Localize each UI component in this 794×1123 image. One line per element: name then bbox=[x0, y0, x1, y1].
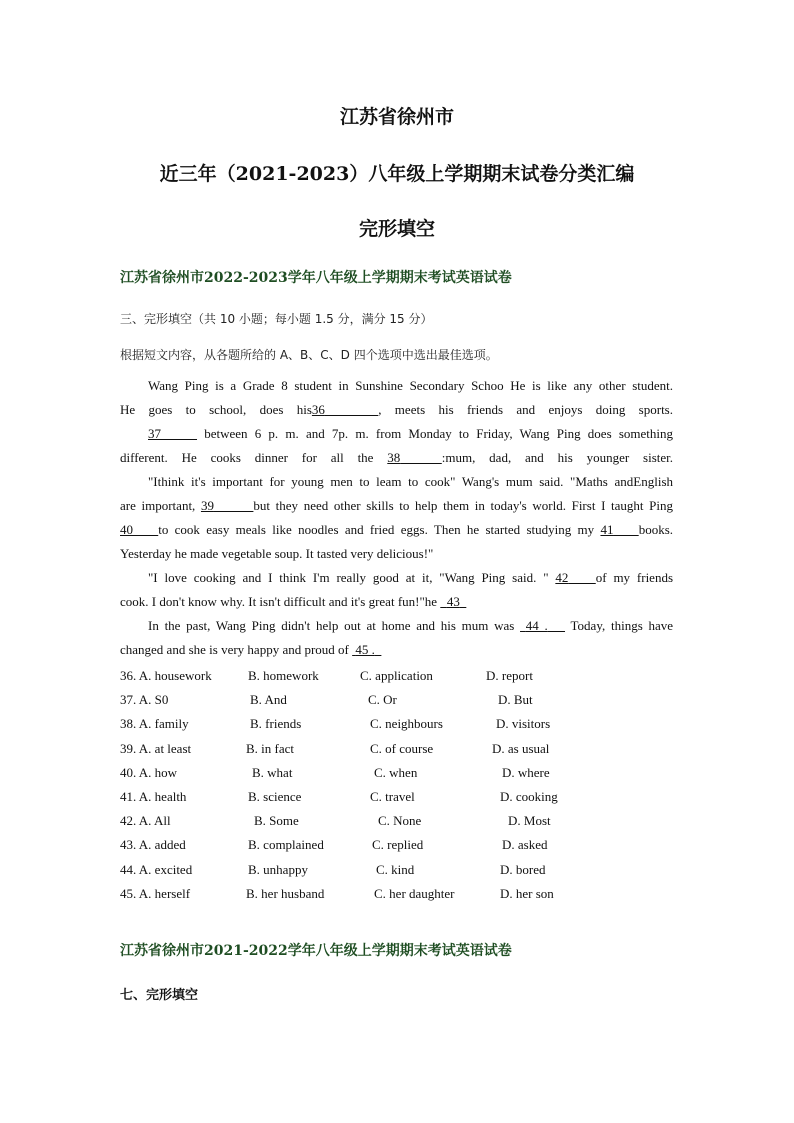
option-d: D. But bbox=[498, 692, 533, 708]
blank-43: 43 bbox=[446, 594, 460, 609]
option-d: D. visitors bbox=[496, 716, 551, 732]
option-d: D. where bbox=[502, 764, 550, 780]
section-subheading-cloze: 七、完形填空 bbox=[120, 988, 199, 1003]
option-row bbox=[120, 692, 680, 716]
passage-line: He goes to school, does his36 , meets his friends and enjoys doing sports. bbox=[120, 402, 673, 417]
option-b: B. her husband bbox=[246, 885, 325, 901]
doc-title-city: 江苏省徐州市 bbox=[339, 106, 454, 128]
passage-line: changed and she is very happy and proud of 45 . bbox=[120, 638, 673, 662]
option-a: 43. A. added bbox=[120, 837, 186, 853]
passage-line: "I love cooking and I think I'm really good at it, "Wang Ping said. " 42 of my friends bbox=[148, 570, 673, 585]
option-b: B. Some bbox=[254, 813, 299, 829]
option-a: 37. A. S0 bbox=[120, 692, 169, 708]
option-b: B. what bbox=[252, 764, 293, 780]
option-a: 40. A. how bbox=[120, 764, 178, 780]
doc-title-main: 近三年（2021-2023）八年级上学期期末试卷分类汇编 bbox=[159, 163, 635, 185]
option-b: B. in fact bbox=[246, 740, 295, 756]
option-row bbox=[120, 789, 680, 813]
section-heading-2022-2023: 江苏省徐州市2022-2023学年八年级上学期期末考试英语试卷 bbox=[120, 270, 512, 286]
option-row bbox=[120, 765, 680, 789]
option-a: 38. A. family bbox=[120, 716, 189, 732]
option-row bbox=[120, 813, 680, 837]
option-d: D. bored bbox=[500, 861, 546, 877]
blank-45: 45 . bbox=[355, 642, 375, 657]
option-row bbox=[120, 716, 680, 740]
passage-line: cook. I don't know why. It isn't difficult and it's great fun!"he 43 bbox=[120, 590, 673, 614]
doc-title-topic: 完形填空 bbox=[358, 218, 435, 240]
blank-36: 36 bbox=[311, 402, 325, 417]
blank-44: 44 . bbox=[525, 618, 548, 633]
passage-line: are important, 39 but they need other skills to help them in today's world. First I taught Ping bbox=[120, 498, 673, 513]
passage-line: 40 to cook easy meals like noodles and fried eggs. Then he started studying my 41 books. bbox=[120, 522, 673, 537]
option-a: 44. A. excited bbox=[120, 861, 193, 877]
option-a: 45. A. herself bbox=[120, 885, 191, 901]
option-b: B. friends bbox=[250, 716, 302, 732]
blank-40: 40 bbox=[120, 522, 133, 537]
option-c: C. Or bbox=[368, 692, 397, 708]
passage-line: "Ithink it's important for young men to leam to cook" Wang's mum said. "Maths andEnglish bbox=[148, 474, 673, 489]
option-c: C. kind bbox=[376, 861, 415, 877]
cloze-passage bbox=[120, 374, 673, 662]
option-a: 41. A. health bbox=[120, 789, 187, 804]
option-row bbox=[120, 668, 680, 692]
passage-line: Yesterday he made vegetable soup. It tasted very delicious!" bbox=[120, 546, 434, 561]
option-c: C. application bbox=[360, 668, 433, 683]
option-row bbox=[120, 886, 680, 910]
option-row bbox=[120, 837, 680, 861]
option-a: 42. A. All bbox=[120, 813, 171, 829]
section-instruction-choose: 根据短文内容，从各题所给的 A、B、C、D 四个选项中选出最佳选项。 bbox=[120, 348, 498, 362]
section-heading-2021-2022: 江苏省徐州市2021-2022学年八年级上学期期末考试英语试卷 bbox=[120, 943, 512, 959]
option-row bbox=[120, 741, 680, 765]
blank-38: 38 bbox=[387, 450, 401, 465]
blank-37: 37 bbox=[148, 426, 161, 441]
option-b: B. complained bbox=[248, 837, 324, 853]
blank-41: 41 bbox=[600, 522, 614, 537]
passage-line: In the past, Wang Ping didn't help out at home and his mum was 44 . Today, things have bbox=[148, 618, 673, 633]
passage-line: different. He cooks dinner for all the 38 :mum, dad, and his younger sister. bbox=[120, 450, 673, 465]
option-d: D. cooking bbox=[500, 789, 558, 804]
option-c: C. her daughter bbox=[374, 885, 455, 901]
option-b: B. homework bbox=[248, 668, 319, 683]
option-a: 39. A. at least bbox=[120, 740, 192, 756]
option-c: C. travel bbox=[370, 789, 415, 804]
blank-42: 42 bbox=[555, 570, 569, 585]
passage-line: 37 between 6 p. m. and 7p. m. from Monday to Friday, Wang Ping does something bbox=[148, 426, 673, 441]
option-d: D. as usual bbox=[492, 740, 550, 756]
option-d: D. asked bbox=[502, 837, 548, 853]
option-b: B. science bbox=[248, 789, 302, 804]
option-c: C. None bbox=[378, 813, 422, 829]
option-c: C. neighbours bbox=[370, 716, 443, 732]
option-b: B. And bbox=[250, 692, 287, 708]
option-d: D. report bbox=[486, 668, 533, 683]
option-c: C. of course bbox=[370, 740, 434, 756]
option-c: C. when bbox=[374, 764, 418, 780]
option-b: B. unhappy bbox=[248, 861, 308, 877]
option-d: D. Most bbox=[508, 813, 551, 829]
option-row bbox=[120, 862, 680, 886]
passage-line: Wang Ping is a Grade 8 student in Sunshine Secondary Schoo He is like any other student. bbox=[148, 378, 673, 393]
section-instruction-score: 三、完形填空（共 10 小题；每小题 1.5 分，满分 15 分） bbox=[120, 312, 433, 326]
option-c: C. replied bbox=[372, 837, 424, 853]
option-a: 36. A. housework bbox=[120, 668, 212, 683]
option-d: D. her son bbox=[500, 885, 554, 901]
blank-39: 39 bbox=[200, 498, 214, 513]
